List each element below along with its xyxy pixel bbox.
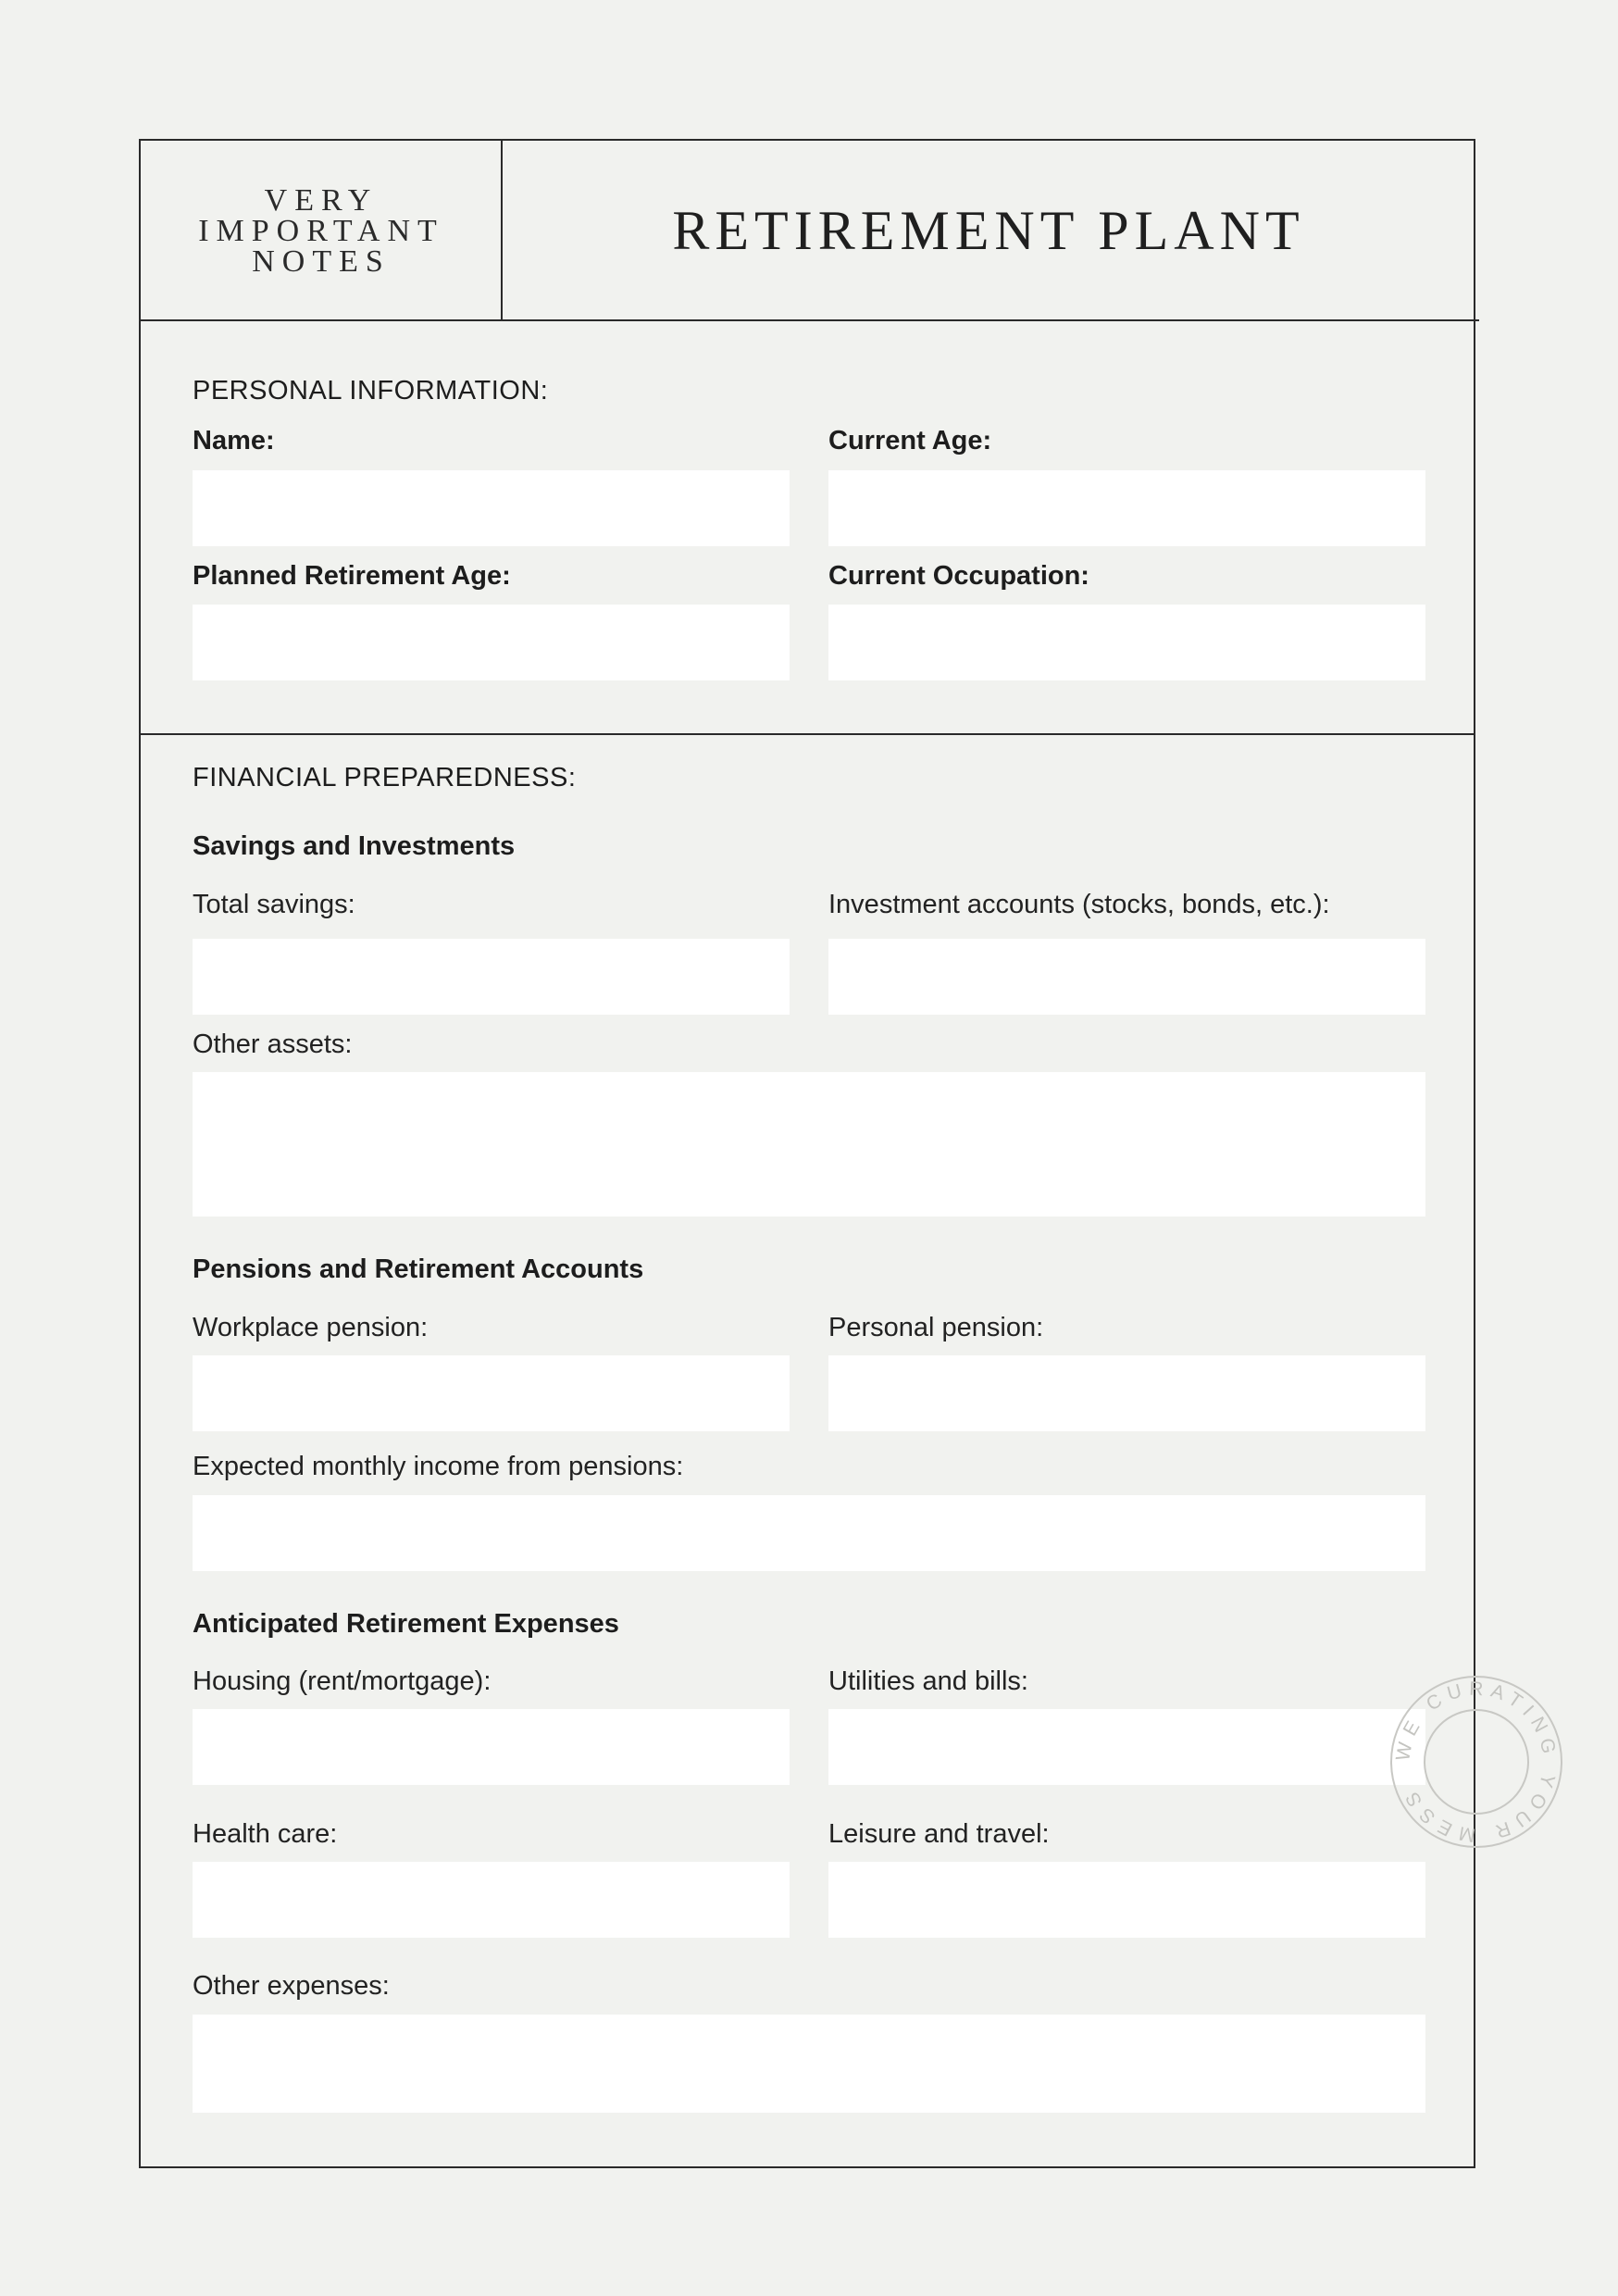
housing-label: Housing (rent/mortgage):	[193, 1666, 492, 1696]
page-title: RETIREMENT PLANT	[672, 199, 1305, 261]
other-assets-field[interactable]	[193, 1072, 1425, 1217]
workplace-pension-label: Workplace pension:	[193, 1313, 429, 1342]
current-occupation-field[interactable]	[828, 605, 1425, 680]
brand-logo	[141, 141, 502, 320]
expected-income-field[interactable]	[193, 1495, 1425, 1571]
name-label: Name:	[193, 426, 275, 455]
personal-pension-label: Personal pension:	[828, 1313, 1044, 1342]
health-care-label: Health care:	[193, 1819, 338, 1849]
workplace-pension-field[interactable]	[193, 1355, 790, 1431]
pensions-heading: Pensions and Retirement Accounts	[193, 1254, 644, 1284]
other-assets-label: Other assets:	[193, 1029, 353, 1059]
utilities-label: Utilities and bills:	[828, 1666, 1028, 1696]
brand-line-3: NOTES	[252, 243, 391, 279]
housing-field[interactable]	[193, 1709, 790, 1785]
brand-line-1: VERY	[264, 182, 379, 218]
financial-preparedness-heading: FINANCIAL PREPAREDNESS:	[193, 763, 577, 792]
other-expenses-label: Other expenses:	[193, 1971, 390, 2001]
name-field[interactable]	[193, 470, 790, 546]
utilities-field[interactable]	[828, 1709, 1425, 1785]
current-age-field[interactable]	[828, 470, 1425, 546]
brand-line-2: IMPORTANT	[198, 213, 444, 248]
other-expenses-field[interactable]	[193, 2015, 1425, 2113]
leisure-travel-label: Leisure and travel:	[828, 1819, 1050, 1849]
personal-info-heading: PERSONAL INFORMATION:	[193, 376, 549, 406]
expected-income-label: Expected monthly income from pensions:	[193, 1452, 684, 1481]
savings-investments-heading: Savings and Investments	[193, 831, 516, 861]
section-divider	[139, 733, 1475, 735]
health-care-field[interactable]	[193, 1862, 790, 1938]
total-savings-label: Total savings:	[193, 890, 355, 919]
leisure-travel-field[interactable]	[828, 1862, 1425, 1938]
current-occupation-label: Current Occupation:	[828, 561, 1089, 591]
stamp-text: WE CURATING YOUR MESS	[1392, 1678, 1561, 1846]
planned-retirement-age-label: Planned Retirement Age:	[193, 561, 511, 591]
investment-accounts-label: Investment accounts (stocks, bonds, etc.):	[828, 890, 1330, 919]
planned-retirement-age-field[interactable]	[193, 605, 790, 680]
personal-pension-field[interactable]	[828, 1355, 1425, 1431]
total-savings-field[interactable]	[193, 939, 790, 1015]
watermark-stamp	[1388, 1674, 1564, 1850]
current-age-label: Current Age:	[828, 426, 992, 455]
investment-accounts-field[interactable]	[828, 939, 1425, 1015]
expenses-heading: Anticipated Retirement Expenses	[193, 1609, 619, 1639]
svg-text:WE CURATING YOUR MESS	[1392, 1678, 1561, 1846]
